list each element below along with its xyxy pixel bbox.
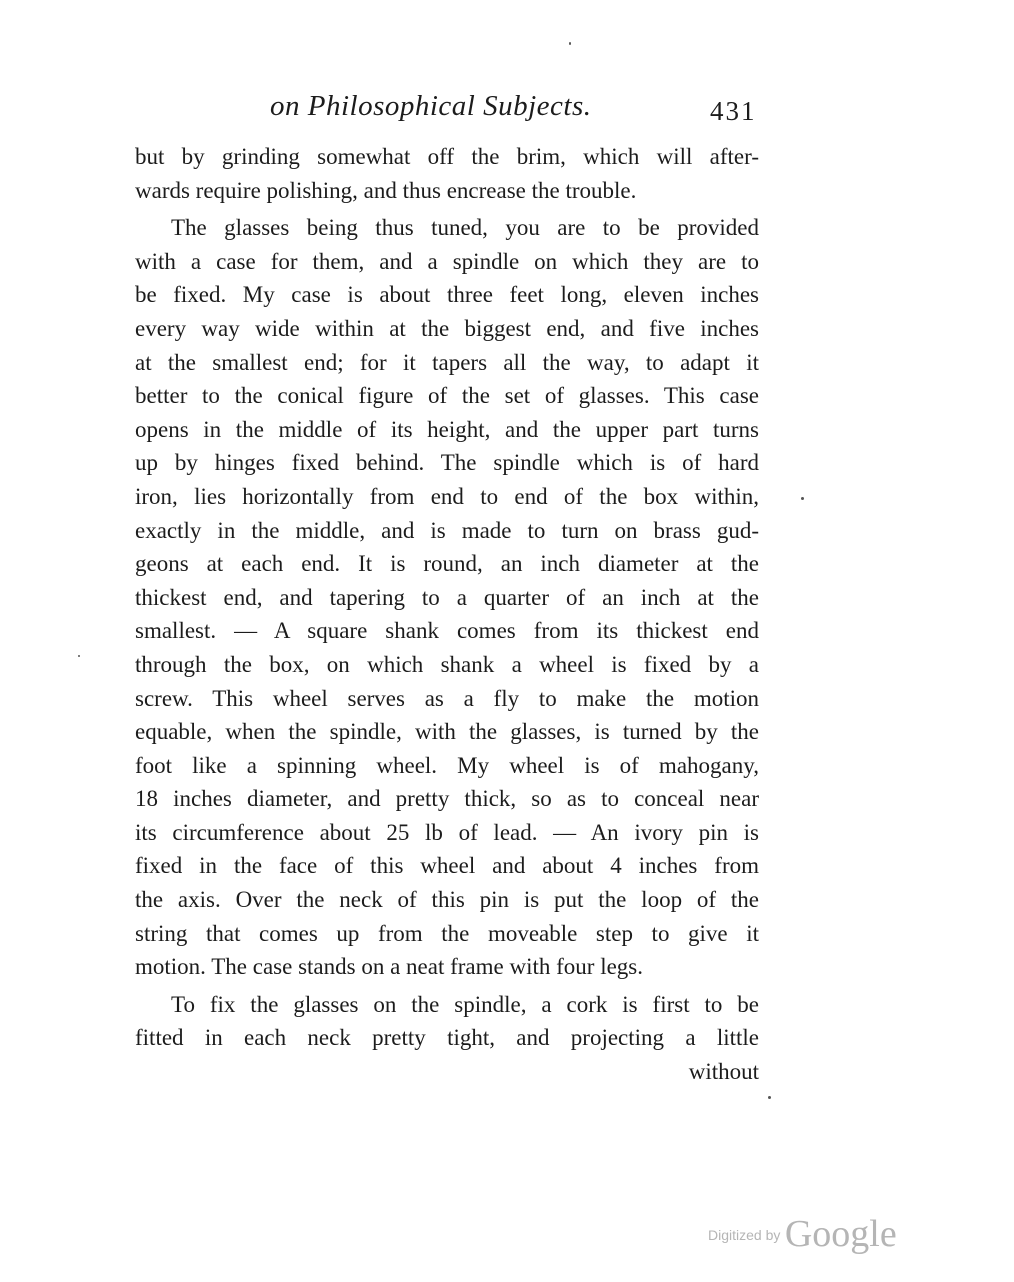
scan-speck: [569, 42, 571, 45]
text-line: screw. This wheel serves as a fly to make the motion: [135, 685, 759, 711]
scan-speck: [768, 1096, 771, 1099]
text-line: but by grinding somewhat off the brim, which will after-: [135, 144, 759, 169]
catchword: without: [688, 1059, 759, 1085]
text-line: every way wide within at the biggest end, and five inches: [135, 315, 759, 341]
text-line: string that comes up from the moveable step to give it: [135, 920, 759, 946]
text-line: the axis. Over the neck of this pin is put the loop of the: [135, 887, 759, 913]
text-line: wards require polishing, and thus encrease the trouble.: [135, 177, 637, 203]
google-logo: Google: [784, 1213, 897, 1255]
text-line: exactly in the middle, and is made to turn on brass gud-: [135, 517, 759, 543]
text-line: its circumference about 25 lb of lead. — An ivory pin is: [135, 819, 759, 845]
text-line: The glasses being thus tuned, you are to be provided: [171, 215, 759, 241]
text-line: opens in the middle of its height, and the upper part turns: [135, 416, 759, 442]
text-line: at the smallest end; for it tapers all the way, to adapt it: [135, 349, 759, 375]
text-line: fitted in each neck pretty tight, and projecting a little: [135, 1025, 759, 1051]
page-number: 431: [710, 96, 757, 126]
text-line: with a case for them, and a spindle on which they are to: [135, 248, 759, 274]
text-line: motion. The case stands on a neat frame with four legs.: [135, 954, 643, 980]
text-line: equable, when the spindle, with the glasses, is turned by the: [135, 719, 759, 745]
scan-speck: [801, 497, 804, 500]
text-line: foot like a spinning wheel. My wheel is of mahogany,: [135, 752, 759, 778]
page-header: [270, 90, 770, 130]
text-line: better to the conical figure of the set of glasses. This case: [135, 383, 759, 409]
digitized-watermark: [708, 1212, 897, 1256]
watermark-prefix: Digitized by: [708, 1227, 781, 1243]
body-text: [135, 140, 759, 1089]
text-line: 18 inches diameter, and pretty thick, so as to conceal near: [135, 786, 759, 812]
text-line: geons at each end. It is round, an inch diameter at the: [135, 551, 759, 577]
text-line: through the box, on which shank a wheel is fixed by a: [135, 651, 759, 677]
running-title: on Philosophical Subjects.: [270, 90, 592, 122]
text-line: iron, lies horizontally from end to end of the box within,: [135, 483, 759, 509]
text-line: up by hinges fixed behind. The spindle which is of hard: [135, 450, 759, 476]
scan-speck: [78, 655, 80, 657]
text-line: smallest. — A square shank comes from its thickest end: [135, 618, 759, 644]
text-line: thickest end, and tapering to a quarter of an inch at the: [135, 584, 759, 610]
text-line: fixed in the face of this wheel and about 4 inches from: [135, 853, 759, 879]
text-line: To fix the glasses on the spindle, a cork is first to be: [171, 991, 759, 1017]
text-line: be fixed. My case is about three feet long, eleven inches: [135, 282, 759, 308]
